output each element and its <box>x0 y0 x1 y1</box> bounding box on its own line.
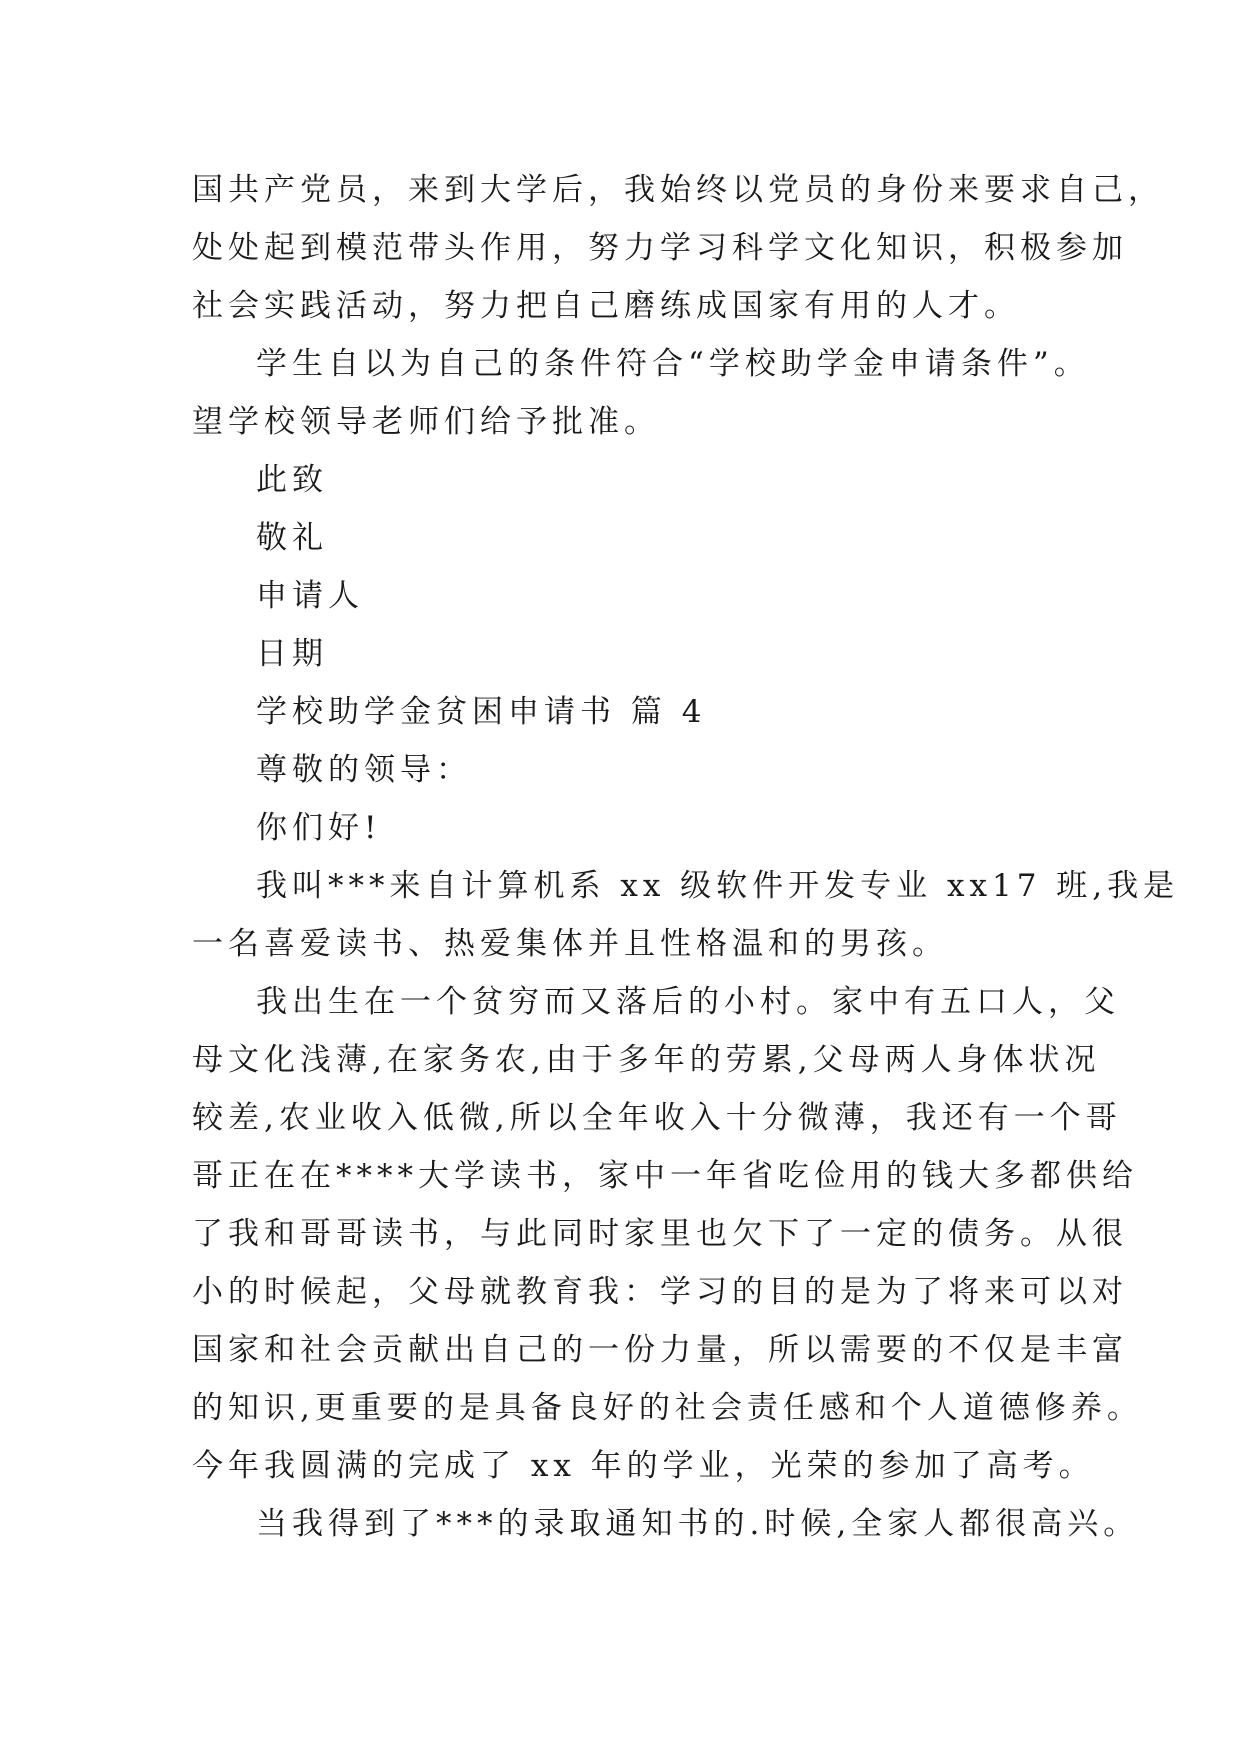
applicant-label: 申请人 <box>256 578 364 614</box>
paragraph-start: 我出生在一个贫穷而又落后的小村。家中有五口人，父 <box>256 984 1120 1020</box>
paragraph-start: 学生自以为自己的条件符合“学校助学金申请条件”。 <box>256 346 1090 382</box>
text-line: 今年我圆满的完成了 xx 年的学业，光荣的参加了高考。 <box>192 1448 1095 1484</box>
text-line: 的知识,更重要的是具备良好的社会责任感和个人道德修养。 <box>192 1390 1143 1426</box>
paragraph-start: 当我得到了***的录取通知书的.时候,全家人都很高兴。 <box>256 1506 1140 1542</box>
text-line: 哥正在在****大学读书，家中一年省吃俭用的钱大多都供给 <box>192 1158 1138 1194</box>
greeting-hello: 你们好! <box>256 810 382 846</box>
text-line: 母文化浅薄,在家务农,由于多年的劳累,父母两人身体状况 <box>192 1042 1101 1078</box>
greeting: 尊敬的领导： <box>256 752 472 788</box>
text-line: 较差,农业收入低微,所以全年收入十分微薄，我还有一个哥 <box>192 1100 1122 1136</box>
text-line: 社会实践活动，努力把自己磨练成国家有用的人才。 <box>192 288 1020 324</box>
closing-regards: 敬礼 <box>256 520 328 556</box>
text-line: 处处起到模范带头作用，努力学习科学文化知识，积极参加 <box>192 230 1128 266</box>
section-title: 学校助学金贫困申请书 篇 4 <box>256 694 707 730</box>
text-line: 望学校领导老师们给予批准。 <box>192 404 660 440</box>
text-line: 国共产党员，来到大学后，我始终以党员的身份来要求自己， <box>192 172 1164 208</box>
text-line: 了我和哥哥读书，与此同时家里也欠下了一定的债务。从很 <box>192 1216 1128 1252</box>
date-label: 日期 <box>256 636 328 672</box>
paragraph-start: 我叫***来自计算机系 xx 级软件开发专业 xx17 班,我是 <box>256 868 1180 904</box>
closing-salutation: 此致 <box>256 462 328 498</box>
text-line: 国家和社会贡献出自己的一份力量，所以需要的不仅是丰富 <box>192 1332 1128 1368</box>
text-line: 小的时候起，父母就教育我：学习的目的是为了将来可以对 <box>192 1274 1128 1310</box>
text-line: 一名喜爱读书、热爱集体并且性格温和的男孩。 <box>192 926 948 962</box>
